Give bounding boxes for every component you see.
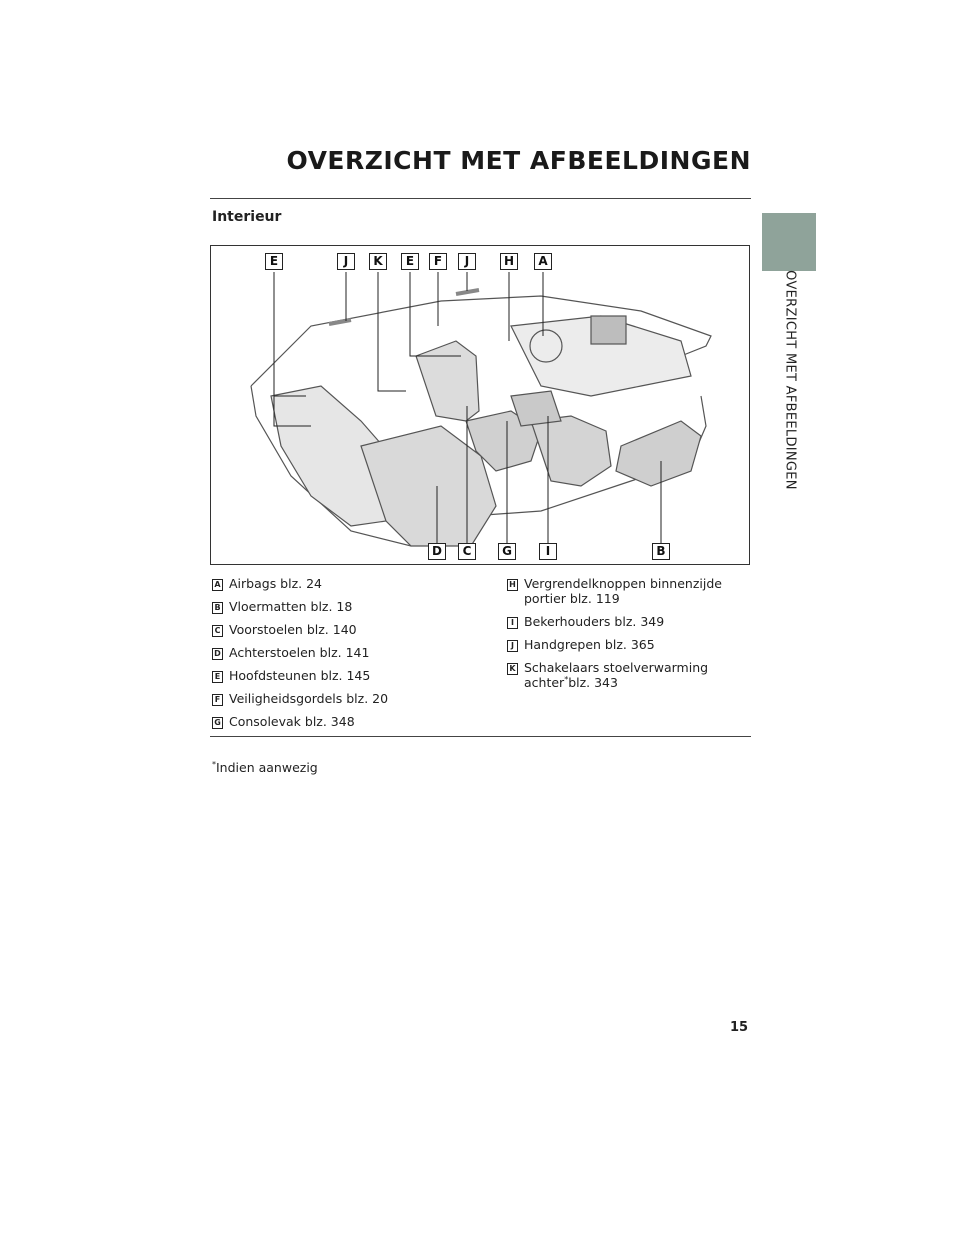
- legend: [212, 576, 752, 736]
- callout-g: G: [498, 543, 516, 560]
- callout-i: I: [539, 543, 557, 560]
- legend-key: D: [212, 648, 223, 660]
- legend-text: Hoofdsteunen blz. 145: [229, 668, 371, 683]
- car-interior-illustration: [211, 246, 750, 565]
- legend-key: F: [212, 694, 223, 706]
- legend-text: Airbags blz. 24: [229, 576, 322, 591]
- page-number: 15: [730, 1020, 749, 1035]
- legend-item: [212, 622, 357, 637]
- callout-h: H: [500, 253, 518, 270]
- legend-text: Veiligheidsgordels blz. 20: [229, 691, 389, 706]
- legend-item: [507, 576, 722, 606]
- interior-figure: [210, 245, 750, 565]
- legend-item: [507, 637, 655, 652]
- legend-rule: [210, 736, 751, 737]
- legend-key: A: [212, 579, 223, 591]
- section-tab[interactable]: [762, 213, 816, 271]
- legend-item: [212, 576, 322, 591]
- page-title: OVERZICHT MET AFBEELDINGEN: [286, 146, 751, 175]
- legend-text: Bekerhouders blz. 349: [524, 614, 665, 629]
- legend-key: K: [507, 663, 518, 675]
- callout-f: F: [429, 253, 447, 270]
- legend-key: B: [212, 602, 223, 614]
- legend-text-line2a: achter: [524, 675, 565, 691]
- legend-item: [212, 599, 352, 614]
- legend-item: [212, 691, 388, 706]
- legend-key: H: [507, 579, 518, 591]
- legend-item: [212, 668, 370, 683]
- legend-item: [212, 714, 355, 729]
- legend-item: [212, 645, 369, 660]
- legend-text: Vloermatten blz. 18: [229, 599, 353, 614]
- legend-text: Schakelaars stoelverwarming: [524, 660, 709, 675]
- footnote-marker: *: [212, 760, 216, 769]
- legend-item: [507, 614, 664, 629]
- legend-key: I: [507, 617, 518, 629]
- callout-d: D: [428, 543, 446, 560]
- header-rule: [210, 198, 751, 199]
- legend-key: C: [212, 625, 223, 637]
- callout-k: K: [369, 253, 387, 270]
- callout-e: E: [401, 253, 419, 270]
- callout-b: B: [652, 543, 670, 560]
- asterisk: *: [564, 675, 569, 684]
- legend-text-line2: portier blz. 119: [524, 591, 620, 606]
- legend-text: Vergrendelknoppen binnenzijde: [524, 576, 722, 591]
- legend-item: [507, 660, 708, 690]
- legend-text: Voorstoelen blz. 140: [229, 622, 357, 637]
- legend-key: E: [212, 671, 223, 683]
- callout-j: J: [337, 253, 355, 270]
- callout-c: C: [458, 543, 476, 560]
- legend-text: Handgrepen blz. 365: [524, 637, 655, 652]
- section-heading: Interieur: [212, 209, 282, 225]
- legend-text-line2b: blz. 343: [568, 675, 618, 691]
- footnote-text: Indien aanwezig: [216, 760, 318, 776]
- legend-key: G: [212, 717, 223, 729]
- legend-text: Achterstoelen blz. 141: [229, 645, 370, 660]
- footnote: [212, 760, 318, 775]
- callout-e: E: [265, 253, 283, 270]
- callout-a: A: [534, 253, 552, 270]
- callout-j: J: [458, 253, 476, 270]
- legend-text: Consolevak blz. 348: [229, 714, 355, 729]
- side-tab-label: OVERZICHT MET AFBEELDINGEN: [782, 270, 798, 490]
- legend-key: J: [507, 640, 518, 652]
